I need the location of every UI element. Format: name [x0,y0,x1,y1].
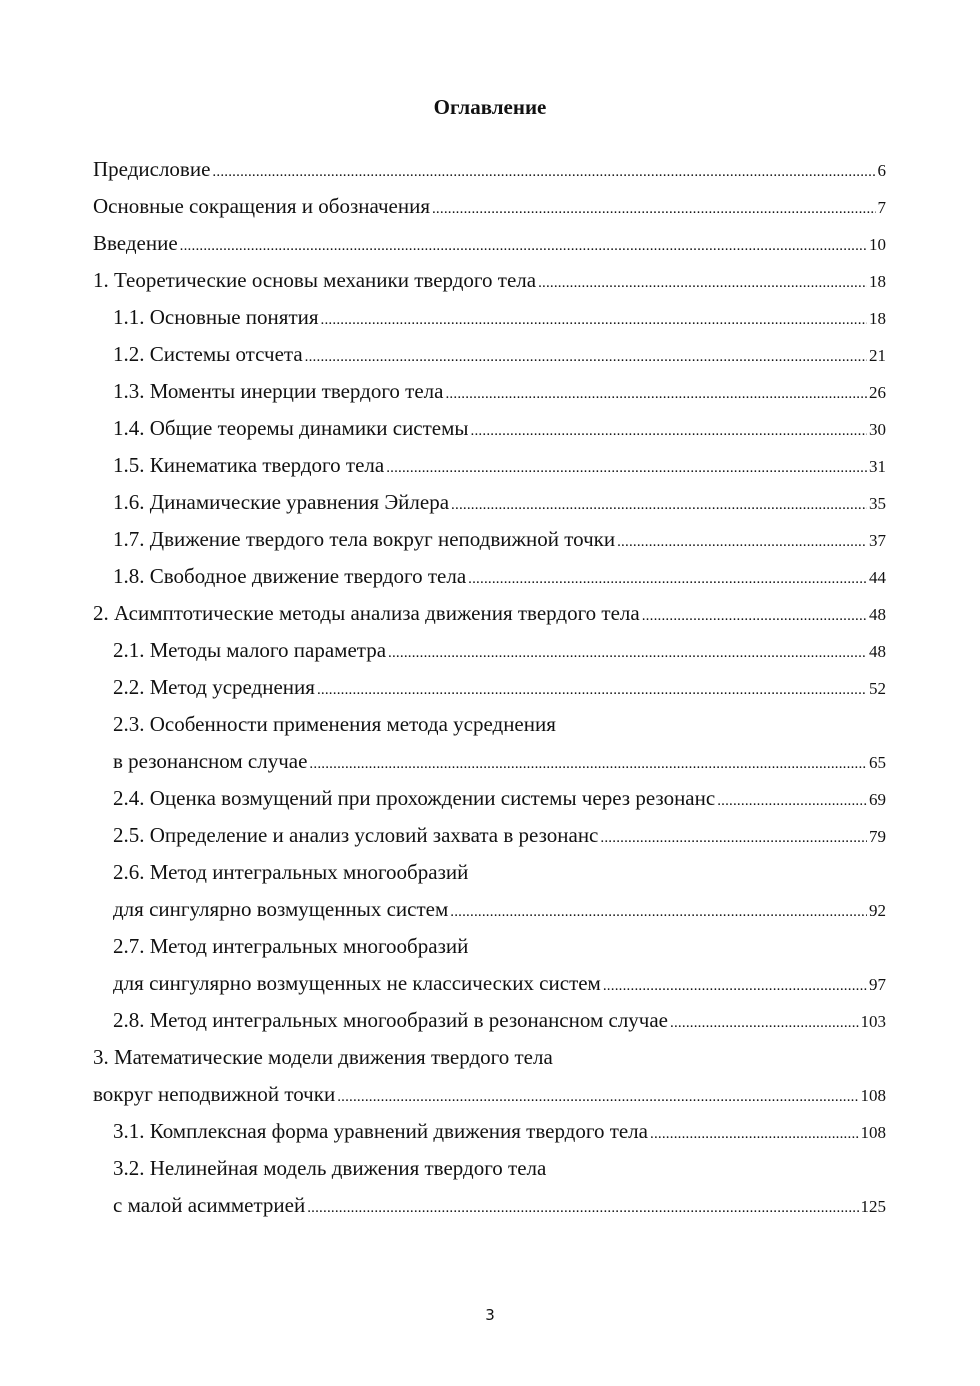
toc-entry-page: 44 [869,568,886,587]
toc-entry-title: 3.1. Комплексная форма уравнений движения твердого тела [113,1119,648,1143]
toc-entry-title: 2.6. Метод интегральных многообразий [113,860,469,884]
toc-entry-title: для сингулярно возмущенных систем [113,897,449,921]
dot-leader [600,820,867,857]
dot-leader [468,561,867,598]
dot-leader [450,894,867,931]
toc-entry-page: 31 [869,457,886,476]
toc-entry[interactable] [93,1002,886,1039]
dot-leader [451,487,867,524]
toc-entry-title: 1.1. Основные понятия [113,305,319,329]
toc-entry-title: 2. Асимптотические методы анализа движения твердого тела [93,601,640,625]
toc-entry[interactable] [93,891,886,928]
toc-entry-title: с малой асимметрией [113,1193,306,1217]
toc-entry-page: 7 [877,198,886,217]
toc-entry[interactable] [93,1150,886,1187]
toc-entry[interactable] [93,373,886,410]
dot-leader [337,1079,858,1116]
toc-entry[interactable] [93,743,886,780]
toc-entry-page: 65 [869,753,886,772]
dot-leader [603,968,867,1005]
toc-entry-page: 52 [869,679,886,698]
toc-entry[interactable] [93,669,886,706]
toc-entry[interactable] [93,262,886,299]
dot-leader [305,339,867,376]
toc-entry-page: 92 [869,901,886,920]
dot-leader [388,635,867,672]
toc-entry-page: 26 [869,383,886,402]
toc-entry-title: 2.1. Методы малого параметра [113,638,387,662]
toc-entry[interactable] [93,447,886,484]
toc-entry-title: 2.5. Определение и анализ условий захвата в резонанс [113,823,599,847]
toc-entry-title: в резонансном случае [113,749,308,773]
toc-entry[interactable] [93,1113,886,1150]
dot-leader [309,746,867,783]
toc-entry-page: 18 [869,272,886,291]
toc-entry[interactable] [93,521,886,558]
toc-entry[interactable] [93,706,886,743]
page-number: 3 [485,1306,495,1324]
toc-entry[interactable] [93,854,886,891]
dot-leader [432,191,876,228]
toc-entry-page: 48 [869,642,886,661]
toc-entry-title: 1.3. Моменты инерции твердого тела [113,379,444,403]
toc-entry-page: 6 [877,161,886,180]
toc-entry-title: 2.7. Метод интегральных многообразий [113,934,469,958]
dot-leader [670,1005,858,1042]
dot-leader [650,1116,859,1153]
toc-entry[interactable] [93,928,886,965]
toc-entry[interactable] [93,410,886,447]
toc-entry-page: 125 [860,1197,886,1216]
toc-entry-page: 21 [869,346,886,365]
toc-entry-title: 2.2. Метод усреднения [113,675,315,699]
toc-entry-page: 35 [869,494,886,513]
toc-entry-title: 2.3. Особенности применения метода усреднения [113,712,556,736]
dot-leader [445,376,867,413]
toc-entry-page: 79 [869,827,886,846]
toc-entry-page: 108 [860,1123,886,1142]
toc-entry-title: 2.8. Метод интегральных многообразий в резонансном случае [113,1008,669,1032]
toc-entry[interactable] [93,225,886,262]
toc-entry-page: 18 [869,309,886,328]
toc-entry-title: 1.6. Динамические уравнения Эйлера [113,490,450,514]
toc-entry-title: 1.2. Системы отсчета [113,342,303,366]
toc-entry-title: 1.8. Свободное движение твердого тела [113,564,467,588]
dot-leader [642,598,867,635]
dot-leader [386,450,867,487]
toc-entry-page: 10 [869,235,886,254]
toc-entry-page: 69 [869,790,886,809]
dot-leader [471,413,867,450]
toc-entry[interactable] [93,965,886,1002]
toc-entry-title: 1.4. Общие теоремы динамики системы [113,416,469,440]
toc-entry-title: для сингулярно возмущенных не классических систем [113,971,601,995]
toc-entry[interactable] [93,484,886,521]
table-of-contents [93,151,886,1224]
dot-leader [307,1190,858,1227]
toc-entry-title: 1.5. Кинематика твердого тела [113,453,385,477]
toc-entry-title: 1. Теоретические основы механики твердого тела [93,268,537,292]
toc-entry[interactable] [93,1039,886,1076]
toc-entry[interactable] [93,299,886,336]
toc-entry-page: 48 [869,605,886,624]
toc-entry-page: 37 [869,531,886,550]
toc-entry[interactable] [93,632,886,669]
dot-leader [617,524,867,561]
toc-entry-title: вокруг неподвижной точки [93,1082,336,1106]
dot-leader [321,302,867,339]
toc-entry-title: Введение [93,231,178,255]
page-title: Оглавление [433,95,547,119]
toc-entry-title: 1.7. Движение твердого тела вокруг неподвижной точки [113,527,616,551]
dot-leader [317,672,867,709]
toc-entry[interactable] [93,558,886,595]
dot-leader [212,154,875,191]
toc-entry[interactable] [93,151,886,188]
toc-entry-title: Предисловие [93,157,211,181]
toc-entry-page: 108 [860,1086,886,1105]
toc-entry-title: 2.4. Оценка возмущений при прохождении системы через резонанс [113,786,716,810]
toc-entry[interactable] [93,1076,886,1113]
toc-entry-title: 3. Математические модели движения твердого тела [93,1045,553,1069]
toc-entry-page: 30 [869,420,886,439]
toc-entry[interactable] [93,1187,886,1224]
toc-entry-page: 97 [869,975,886,994]
toc-entry[interactable] [93,336,886,373]
toc-entry[interactable] [93,780,886,817]
dot-leader [538,265,867,302]
dot-leader [180,228,867,265]
toc-entry[interactable] [93,188,886,225]
toc-entry-title: 3.2. Нелинейная модель движения твердого тела [113,1156,547,1180]
toc-entry-page: 103 [860,1012,886,1031]
toc-entry[interactable] [93,595,886,632]
dot-leader [717,783,867,820]
toc-entry-title: Основные сокращения и обозначения [93,194,430,218]
toc-entry[interactable] [93,817,886,854]
